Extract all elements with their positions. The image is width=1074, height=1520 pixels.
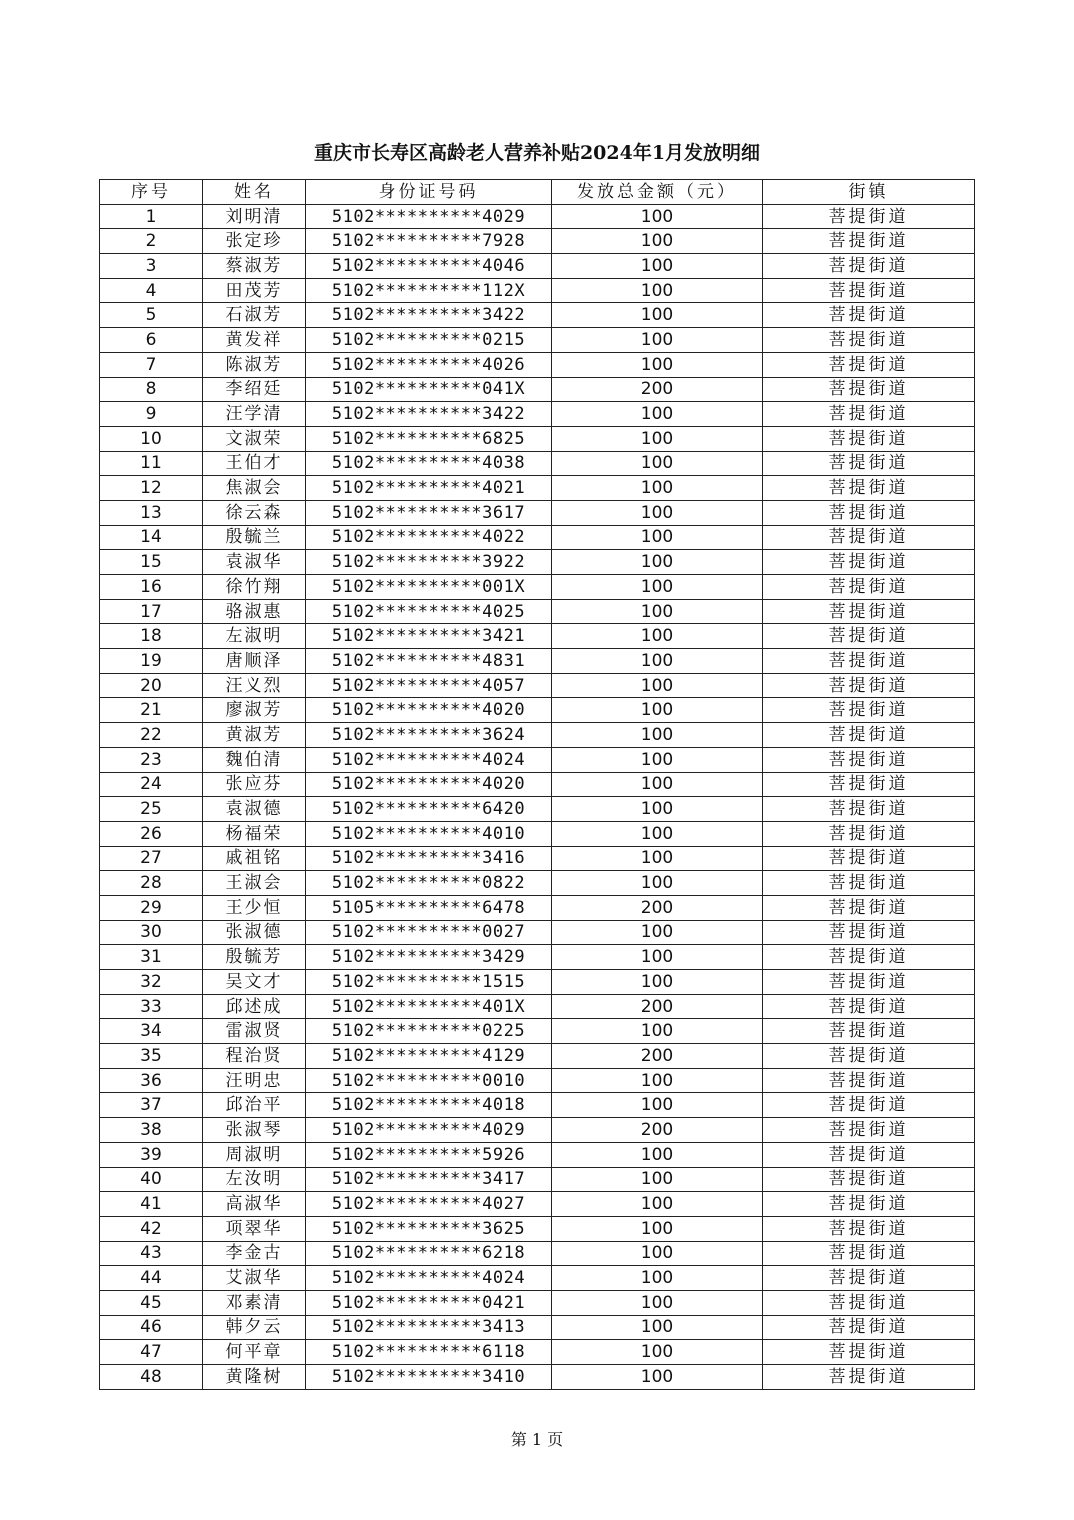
cell-serial-number: 22	[100, 723, 203, 748]
cell-serial-number: 16	[100, 575, 203, 600]
table-row	[100, 1019, 975, 1044]
cell-serial-number: 3	[100, 254, 203, 279]
cell-amount: 100	[552, 649, 763, 674]
cell-id-number: 5102**********5926	[306, 1142, 552, 1167]
cell-serial-number: 32	[100, 970, 203, 995]
cell-amount: 100	[552, 451, 763, 476]
cell-street: 菩提街道	[763, 747, 975, 772]
cell-name: 左汝明	[203, 1167, 306, 1192]
table-row	[100, 599, 975, 624]
cell-id-number: 5102**********4038	[306, 451, 552, 476]
cell-serial-number: 9	[100, 402, 203, 427]
header-serial-number: 序号	[100, 180, 203, 205]
table-row	[100, 649, 975, 674]
cell-name: 李绍廷	[203, 377, 306, 402]
cell-amount: 100	[552, 723, 763, 748]
cell-id-number: 5102**********6420	[306, 797, 552, 822]
cell-name: 黄淑芳	[203, 723, 306, 748]
cell-name: 左淑明	[203, 624, 306, 649]
cell-street: 菩提街道	[763, 772, 975, 797]
cell-name: 邱述成	[203, 994, 306, 1019]
cell-amount: 100	[552, 476, 763, 501]
cell-name: 周淑明	[203, 1142, 306, 1167]
cell-street: 菩提街道	[763, 204, 975, 229]
cell-id-number: 5102**********6118	[306, 1340, 552, 1365]
cell-street: 菩提街道	[763, 895, 975, 920]
cell-street: 菩提街道	[763, 1192, 975, 1217]
cell-street: 菩提街道	[763, 229, 975, 254]
table-row	[100, 970, 975, 995]
cell-name: 王伯才	[203, 451, 306, 476]
cell-serial-number: 26	[100, 821, 203, 846]
cell-id-number: 5102**********4057	[306, 673, 552, 698]
table-row	[100, 747, 975, 772]
table-row	[100, 1315, 975, 1340]
cell-street: 菩提街道	[763, 254, 975, 279]
document-title: 重庆市长寿区高龄老人营养补贴2024年1月发放明细	[313, 142, 761, 164]
cell-street: 菩提街道	[763, 476, 975, 501]
table-row	[100, 698, 975, 723]
cell-name: 刘明清	[203, 204, 306, 229]
table-row	[100, 1290, 975, 1315]
cell-street: 菩提街道	[763, 1216, 975, 1241]
cell-name: 文淑荣	[203, 426, 306, 451]
table-body	[100, 204, 975, 1389]
cell-amount: 100	[552, 797, 763, 822]
cell-name: 袁淑华	[203, 550, 306, 575]
cell-serial-number: 33	[100, 994, 203, 1019]
cell-serial-number: 29	[100, 895, 203, 920]
cell-name: 唐顺泽	[203, 649, 306, 674]
cell-serial-number: 1	[100, 204, 203, 229]
table-row	[100, 821, 975, 846]
cell-name: 田茂芳	[203, 278, 306, 303]
cell-serial-number: 5	[100, 303, 203, 328]
table-row	[100, 1093, 975, 1118]
cell-street: 菩提街道	[763, 328, 975, 353]
cell-serial-number: 27	[100, 846, 203, 871]
table-row	[100, 352, 975, 377]
cell-name: 邓素清	[203, 1290, 306, 1315]
cell-street: 菩提街道	[763, 500, 975, 525]
cell-name: 张淑琴	[203, 1118, 306, 1143]
cell-amount: 200	[552, 994, 763, 1019]
table-row	[100, 575, 975, 600]
table-row	[100, 451, 975, 476]
cell-amount: 100	[552, 945, 763, 970]
cell-street: 菩提街道	[763, 1167, 975, 1192]
table-row	[100, 303, 975, 328]
cell-amount: 100	[552, 1241, 763, 1266]
cell-amount: 100	[552, 1266, 763, 1291]
cell-serial-number: 11	[100, 451, 203, 476]
cell-name: 徐竹翔	[203, 575, 306, 600]
cell-name: 雷淑贤	[203, 1019, 306, 1044]
cell-street: 菩提街道	[763, 1068, 975, 1093]
cell-id-number: 5102**********3624	[306, 723, 552, 748]
cell-id-number: 5102**********001X	[306, 575, 552, 600]
cell-id-number: 5102**********4024	[306, 1266, 552, 1291]
cell-name: 吴文才	[203, 970, 306, 995]
cell-amount: 200	[552, 377, 763, 402]
cell-amount: 100	[552, 920, 763, 945]
cell-id-number: 5102**********4024	[306, 747, 552, 772]
cell-serial-number: 12	[100, 476, 203, 501]
table-row	[100, 920, 975, 945]
cell-amount: 100	[552, 1167, 763, 1192]
cell-serial-number: 15	[100, 550, 203, 575]
cell-id-number: 5102**********4010	[306, 821, 552, 846]
table-row	[100, 1167, 975, 1192]
cell-id-number: 5102**********4027	[306, 1192, 552, 1217]
cell-id-number: 5102**********3417	[306, 1167, 552, 1192]
cell-amount: 100	[552, 1019, 763, 1044]
cell-street: 菩提街道	[763, 871, 975, 896]
cell-serial-number: 48	[100, 1365, 203, 1390]
cell-name: 邱治平	[203, 1093, 306, 1118]
cell-serial-number: 17	[100, 599, 203, 624]
cell-street: 菩提街道	[763, 1093, 975, 1118]
header-name: 姓名	[203, 180, 306, 205]
cell-street: 菩提街道	[763, 624, 975, 649]
cell-serial-number: 40	[100, 1167, 203, 1192]
cell-name: 张淑德	[203, 920, 306, 945]
cell-serial-number: 37	[100, 1093, 203, 1118]
cell-amount: 100	[552, 204, 763, 229]
cell-street: 菩提街道	[763, 1241, 975, 1266]
table-row	[100, 1241, 975, 1266]
cell-name: 袁淑德	[203, 797, 306, 822]
cell-id-number: 5102**********6218	[306, 1241, 552, 1266]
table-row	[100, 525, 975, 550]
table-row	[100, 500, 975, 525]
cell-street: 菩提街道	[763, 451, 975, 476]
table-row	[100, 624, 975, 649]
cell-name: 焦淑会	[203, 476, 306, 501]
table-row	[100, 476, 975, 501]
cell-amount: 100	[552, 402, 763, 427]
cell-name: 项翠华	[203, 1216, 306, 1241]
table-row	[100, 426, 975, 451]
table-row	[100, 278, 975, 303]
table-row	[100, 723, 975, 748]
cell-id-number: 5102**********4021	[306, 476, 552, 501]
cell-serial-number: 6	[100, 328, 203, 353]
cell-id-number: 5102**********3421	[306, 624, 552, 649]
cell-name: 杨福荣	[203, 821, 306, 846]
cell-id-number: 5102**********401X	[306, 994, 552, 1019]
table-row	[100, 797, 975, 822]
cell-name: 黄发祥	[203, 328, 306, 353]
cell-serial-number: 8	[100, 377, 203, 402]
cell-amount: 100	[552, 1340, 763, 1365]
cell-name: 程治贤	[203, 1044, 306, 1069]
table-row	[100, 328, 975, 353]
table-row	[100, 254, 975, 279]
cell-amount: 100	[552, 1290, 763, 1315]
cell-name: 韩夕云	[203, 1315, 306, 1340]
cell-id-number: 5102**********6825	[306, 426, 552, 451]
cell-street: 菩提街道	[763, 550, 975, 575]
cell-amount: 200	[552, 895, 763, 920]
cell-id-number: 5102**********3410	[306, 1365, 552, 1390]
cell-serial-number: 36	[100, 1068, 203, 1093]
cell-amount: 100	[552, 328, 763, 353]
cell-amount: 100	[552, 970, 763, 995]
cell-serial-number: 42	[100, 1216, 203, 1241]
cell-serial-number: 10	[100, 426, 203, 451]
cell-serial-number: 19	[100, 649, 203, 674]
cell-name: 汪义烈	[203, 673, 306, 698]
cell-amount: 100	[552, 500, 763, 525]
cell-id-number: 5102**********3416	[306, 846, 552, 871]
cell-street: 菩提街道	[763, 352, 975, 377]
cell-serial-number: 39	[100, 1142, 203, 1167]
cell-amount: 200	[552, 1118, 763, 1143]
table-row	[100, 550, 975, 575]
cell-street: 菩提街道	[763, 278, 975, 303]
cell-street: 菩提街道	[763, 673, 975, 698]
cell-street: 菩提街道	[763, 821, 975, 846]
table-row	[100, 1068, 975, 1093]
cell-id-number: 5102**********0225	[306, 1019, 552, 1044]
cell-street: 菩提街道	[763, 599, 975, 624]
cell-street: 菩提街道	[763, 1142, 975, 1167]
cell-street: 菩提街道	[763, 1118, 975, 1143]
cell-street: 菩提街道	[763, 1019, 975, 1044]
cell-street: 菩提街道	[763, 723, 975, 748]
cell-amount: 100	[552, 821, 763, 846]
cell-id-number: 5102**********0822	[306, 871, 552, 896]
cell-serial-number: 23	[100, 747, 203, 772]
cell-serial-number: 2	[100, 229, 203, 254]
cell-street: 菩提街道	[763, 1365, 975, 1390]
cell-name: 王少恒	[203, 895, 306, 920]
cell-amount: 100	[552, 846, 763, 871]
table-row	[100, 402, 975, 427]
cell-id-number: 5102**********041X	[306, 377, 552, 402]
cell-street: 菩提街道	[763, 1290, 975, 1315]
cell-serial-number: 4	[100, 278, 203, 303]
cell-amount: 100	[552, 254, 763, 279]
cell-amount: 100	[552, 352, 763, 377]
cell-serial-number: 20	[100, 673, 203, 698]
cell-id-number: 5105**********6478	[306, 895, 552, 920]
cell-name: 汪明忠	[203, 1068, 306, 1093]
cell-id-number: 5102**********4020	[306, 772, 552, 797]
cell-id-number: 5102**********3413	[306, 1315, 552, 1340]
cell-amount: 100	[552, 1315, 763, 1340]
cell-name: 廖淑芳	[203, 698, 306, 723]
cell-id-number: 5102**********3422	[306, 402, 552, 427]
cell-serial-number: 18	[100, 624, 203, 649]
cell-name: 张定珍	[203, 229, 306, 254]
cell-amount: 100	[552, 1093, 763, 1118]
cell-name: 何平章	[203, 1340, 306, 1365]
cell-serial-number: 30	[100, 920, 203, 945]
cell-serial-number: 13	[100, 500, 203, 525]
cell-amount: 100	[552, 303, 763, 328]
cell-amount: 100	[552, 673, 763, 698]
cell-serial-number: 43	[100, 1241, 203, 1266]
cell-amount: 100	[552, 525, 763, 550]
cell-name: 蔡淑芳	[203, 254, 306, 279]
header-total-amount: 发放总金额（元）	[552, 180, 763, 205]
cell-amount: 100	[552, 550, 763, 575]
cell-amount: 100	[552, 278, 763, 303]
cell-amount: 200	[552, 1044, 763, 1069]
cell-street: 菩提街道	[763, 649, 975, 674]
cell-street: 菩提街道	[763, 1315, 975, 1340]
cell-amount: 100	[552, 871, 763, 896]
cell-id-number: 5102**********4029	[306, 1118, 552, 1143]
cell-serial-number: 34	[100, 1019, 203, 1044]
cell-id-number: 5102**********0010	[306, 1068, 552, 1093]
table-row	[100, 1142, 975, 1167]
cell-id-number: 5102**********3922	[306, 550, 552, 575]
cell-amount: 100	[552, 599, 763, 624]
cell-street: 菩提街道	[763, 970, 975, 995]
table-row	[100, 1340, 975, 1365]
cell-street: 菩提街道	[763, 846, 975, 871]
cell-amount: 100	[552, 1365, 763, 1390]
cell-id-number: 5102**********4022	[306, 525, 552, 550]
cell-serial-number: 28	[100, 871, 203, 896]
table-row	[100, 1192, 975, 1217]
table-row	[100, 895, 975, 920]
cell-amount: 100	[552, 1192, 763, 1217]
cell-street: 菩提街道	[763, 426, 975, 451]
cell-amount: 100	[552, 747, 763, 772]
cell-serial-number: 38	[100, 1118, 203, 1143]
cell-id-number: 5102**********3625	[306, 1216, 552, 1241]
cell-serial-number: 21	[100, 698, 203, 723]
cell-street: 菩提街道	[763, 1044, 975, 1069]
cell-serial-number: 24	[100, 772, 203, 797]
cell-id-number: 5102**********0215	[306, 328, 552, 353]
cell-serial-number: 7	[100, 352, 203, 377]
cell-street: 菩提街道	[763, 994, 975, 1019]
table-row	[100, 871, 975, 896]
cell-serial-number: 45	[100, 1290, 203, 1315]
cell-street: 菩提街道	[763, 920, 975, 945]
cell-id-number: 5102**********0027	[306, 920, 552, 945]
table-row	[100, 1044, 975, 1069]
cell-name: 骆淑惠	[203, 599, 306, 624]
cell-amount: 100	[552, 1142, 763, 1167]
cell-serial-number: 35	[100, 1044, 203, 1069]
cell-serial-number: 46	[100, 1315, 203, 1340]
table-row	[100, 994, 975, 1019]
cell-amount: 100	[552, 426, 763, 451]
table-row	[100, 673, 975, 698]
cell-id-number: 5102**********4025	[306, 599, 552, 624]
cell-name: 魏伯清	[203, 747, 306, 772]
cell-amount: 100	[552, 772, 763, 797]
cell-id-number: 5102**********3617	[306, 500, 552, 525]
cell-amount: 100	[552, 624, 763, 649]
cell-street: 菩提街道	[763, 698, 975, 723]
cell-name: 徐云森	[203, 500, 306, 525]
cell-id-number: 5102**********4129	[306, 1044, 552, 1069]
cell-name: 张应芬	[203, 772, 306, 797]
cell-name: 艾淑华	[203, 1266, 306, 1291]
cell-id-number: 5102**********7928	[306, 229, 552, 254]
cell-name: 高淑华	[203, 1192, 306, 1217]
cell-street: 菩提街道	[763, 575, 975, 600]
cell-amount: 100	[552, 575, 763, 600]
cell-amount: 100	[552, 229, 763, 254]
table-row	[100, 377, 975, 402]
cell-serial-number: 47	[100, 1340, 203, 1365]
header-id-number: 身份证号码	[306, 180, 552, 205]
table-row	[100, 846, 975, 871]
cell-id-number: 5102**********4018	[306, 1093, 552, 1118]
cell-street: 菩提街道	[763, 525, 975, 550]
cell-id-number: 5102**********3429	[306, 945, 552, 970]
cell-serial-number: 44	[100, 1266, 203, 1291]
table-header-row	[100, 180, 975, 205]
table-row	[100, 204, 975, 229]
cell-id-number: 5102**********3422	[306, 303, 552, 328]
page-number: 第 1 页	[510, 1430, 564, 1449]
table-row	[100, 772, 975, 797]
cell-amount: 100	[552, 698, 763, 723]
cell-name: 殷毓兰	[203, 525, 306, 550]
cell-serial-number: 41	[100, 1192, 203, 1217]
cell-serial-number: 31	[100, 945, 203, 970]
cell-name: 陈淑芳	[203, 352, 306, 377]
cell-street: 菩提街道	[763, 402, 975, 427]
cell-amount: 100	[552, 1216, 763, 1241]
table-row	[100, 229, 975, 254]
cell-id-number: 5102**********1515	[306, 970, 552, 995]
cell-name: 戚祖铭	[203, 846, 306, 871]
cell-id-number: 5102**********4831	[306, 649, 552, 674]
cell-id-number: 5102**********0421	[306, 1290, 552, 1315]
cell-id-number: 5102**********4046	[306, 254, 552, 279]
table-row	[100, 1365, 975, 1390]
cell-name: 黄隆树	[203, 1365, 306, 1390]
header-street: 街镇	[763, 180, 975, 205]
cell-street: 菩提街道	[763, 945, 975, 970]
cell-street: 菩提街道	[763, 377, 975, 402]
cell-id-number: 5102**********112X	[306, 278, 552, 303]
cell-id-number: 5102**********4026	[306, 352, 552, 377]
cell-name: 王淑会	[203, 871, 306, 896]
cell-street: 菩提街道	[763, 1340, 975, 1365]
table-row	[100, 945, 975, 970]
cell-serial-number: 25	[100, 797, 203, 822]
cell-serial-number: 14	[100, 525, 203, 550]
cell-name: 石淑芳	[203, 303, 306, 328]
cell-street: 菩提街道	[763, 1266, 975, 1291]
cell-amount: 100	[552, 1068, 763, 1093]
cell-name: 汪学清	[203, 402, 306, 427]
cell-id-number: 5102**********4029	[306, 204, 552, 229]
cell-street: 菩提街道	[763, 797, 975, 822]
cell-id-number: 5102**********4020	[306, 698, 552, 723]
table-row	[100, 1216, 975, 1241]
cell-street: 菩提街道	[763, 303, 975, 328]
table-row	[100, 1266, 975, 1291]
table-row	[100, 1118, 975, 1143]
subsidy-table	[99, 179, 975, 1390]
cell-name: 李金古	[203, 1241, 306, 1266]
cell-name: 殷毓芳	[203, 945, 306, 970]
